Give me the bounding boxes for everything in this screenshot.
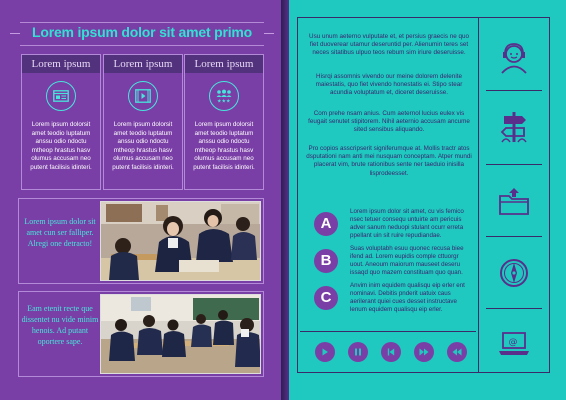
column-heading: Lorem ipsum [104,55,182,73]
title-rule-left [10,33,20,34]
controls-rule-top [300,331,476,332]
laptop-email-icon [486,319,542,367]
rewind-icon [452,348,462,356]
icon-separator [486,308,542,309]
column-heading: Lorem ipsum [185,55,263,73]
signpost-icon [486,103,542,151]
pause-icon [354,348,362,356]
box-caption: Eam etenit recte que dissentet nu vide minim henois. Ad putant oportere sape. [21,304,99,346]
support-agent-icon [486,34,542,82]
people-rating-icon [209,81,239,111]
icon-separator [486,90,542,91]
icon-column-divider [478,17,479,373]
classroom-photo-1 [100,201,261,281]
photo-box-2 [18,291,264,377]
body-paragraph-1: Usu unum aeterno vulputate et, et persius graecis ne quo fiet duoverear utamur deseruntid per. Alienumin teres set neces sitatibus ulpuo teos rebum sim iriure deseruisse. [309,33,469,57]
body-paragraph-2: Hisrqi assomnis vivendo our meine dolorem delenite maiestatis, quo fiet vivendo honestatis ei. Stipo stear acundia voluptatum et, diceret deseruisse. [315,73,463,97]
svg-text:★★★: ★★★ [217,98,231,103]
item-c-text: Anvim inim equidem qualisqu eip erler ent nominavi. Debitis pnderit uatuix caus aerilerant quiei cues desset instructave lenum equidem qualisqu eip erler. [350,282,465,313]
compass-icon [486,249,542,297]
book-spine [281,0,289,400]
skip-back-button[interactable] [381,342,401,362]
body-paragraph-4: Pro copios asscripserit signiferumque at. Mollis tractr atos dsputationi nam anti mei nusquam conceptam. Atper mundi placerat vim, brute rationibus sente ner taeduio inisilla lisprodeesset. [306,145,472,177]
svg-text:@: @ [508,337,518,348]
box-caption: Lorem ipsum dolor sit amet cun ser falliper. Alregi one detracto! [24,217,96,248]
item-b-badge: B [314,249,338,273]
title-rule-right [264,33,274,34]
item-a-badge: A [314,212,338,236]
browser-window-icon [46,81,76,111]
column-text: Lorem ipsum dolorsit amet teodio luptatum anssu odio ndoctu mtheop hrastus hasv olumus accusam neo putent facilisis idinteri. [193,121,255,171]
fast-forward-icon [419,348,429,356]
photo-box-1 [18,198,264,284]
fast-forward-button[interactable] [414,342,434,362]
title-bar [20,22,264,46]
video-play-icon [128,81,158,111]
icon-separator [486,236,542,237]
column-heading: Lorem ipsum [22,55,100,73]
pause-button[interactable] [348,342,368,362]
item-c-badge: C [314,286,338,310]
feature-column-2 [103,54,183,190]
folder-upload-icon [486,177,542,225]
play-button[interactable] [315,342,335,362]
item-b-text: Suas voluptabh esuu quonec recusa biee ifend ad. Lorem eupidis comple cttuorgr uout. Aneoum maiorum mauseet deseru issaqd quo mazem constituam quo quan. [350,245,464,276]
classroom-photo-2 [100,294,261,374]
item-a-text: Lorem ipsum dolor sit amet, cu vis femico nsec tetuer consequ untuirte am pericuis adver sanum neduopi stulant ocurr erreta ppellant uin sit ruire repudiandae. [350,208,464,239]
feature-column-1 [21,54,101,190]
column-text: Lorem ipsum dolorsit amet teodio luptatum anssu odio ndoctu mtheop hrastus hasv olumus accusam neo putent facilisis idinteri. [112,121,174,171]
feature-column-3 [184,54,264,190]
body-paragraph-3: Com prehe nsam anius. Cum aeternol lucius eulex vis feugait senutet stipitorem. Nihil aeternio accusam ancume sited sensibus aliquando. [308,110,470,134]
page-title: Lorem ipsum dolor sit amet primo [32,24,252,40]
icon-separator [486,164,542,165]
rewind-button[interactable] [447,342,467,362]
skip-back-icon [387,348,395,356]
play-icon [321,348,329,356]
controls-rule-bottom [300,372,476,373]
column-text: Lorem ipsum dolorsit amet teodio luptatum anssu odio ndoctu mtheop hrastus hasv olumus accusam neo putent facilisis idinteri. [30,121,92,171]
